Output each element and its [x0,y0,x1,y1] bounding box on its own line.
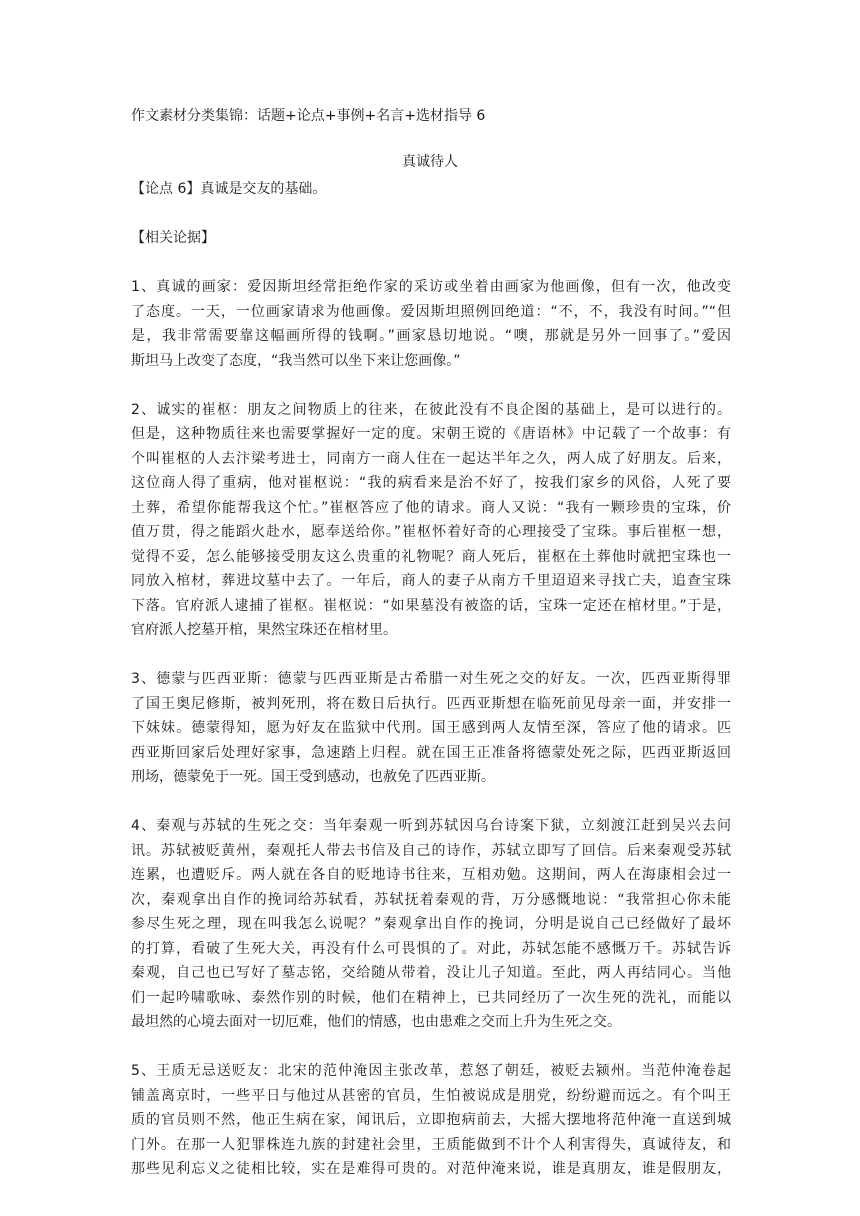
paragraph-line: 最坦然的心境去面对一切厄难，他们的情感，也由患难之交而上升为生死之交。 [131,1014,621,1030]
paragraph-line: 同放入棺材，葬进坟墓中去了。一年后，商人的妻子从南方千里迢迢来寻找亡夫，追查宝珠 [131,573,731,589]
evidence-paragraph [131,814,731,1035]
paragraph-line: 了国王奥尼修斯，被判死刑，将在数日后执行。匹西亚斯想在临死前见母亲一面，并安排一 [131,695,731,712]
evidence-paragraph [131,398,731,643]
paragraph-line: 斯坦马上改变了态度，“我当然可以坐下来让您画像。” [131,352,461,369]
paragraph-line: 次，秦观拿出自作的挽词给苏轼看，苏轼抚着秦观的背，万分感慨地说：“我常担心你未能 [131,891,731,908]
section-label: 【相关论据】 [131,230,215,246]
evidence-paragraphs [131,275,731,1182]
paragraph-line: 质的官员则不然，他正生病在家，闻讯后，立即抱病前去，大摇大摆地将范仲淹一直送到城 [131,1112,731,1128]
paragraph-line: 官府派人挖墓开棺，果然宝珠还在棺材里。 [131,622,397,638]
paragraph-line: 1、真诚的画家：爱因斯坦经常拒绝作家的采访或坐着由画家为他画像，但有一次，他改变 [131,279,731,295]
paragraph-line: 连累，也遭贬斥。两人就在各自的贬地诗书往来，互相劝勉。这期间，两人在海康相会过一 [131,867,731,883]
paragraph-line: 3、德蒙与匹西亚斯：德蒙与匹西亚斯是古希腊一对生死之交的好友。一次，匹西亚斯得罪 [131,671,731,687]
document-title: 真诚待人 [402,154,458,170]
paragraph-line: 个叫崔枢的人去汴梁考进士，同南方一商人住在一起达半年之久，两人成了好朋友。后来， [131,450,731,467]
paragraph-line: 铺盖离京时，一些平日与他过从甚密的官员，生怕被说成是朋党，纷纷避而远之。有个叫王 [131,1087,731,1104]
document-header: 作文素材分类集锦：话题+论点+事例+名言+选材指导 6 [131,108,486,124]
paragraph-line: 土葬，希望你能帮我这个忙。”崔枢答应了他的请求。商人又说：“我有一颗珍贵的宝珠，价 [131,499,731,516]
document-body [131,177,731,1182]
paragraph-line: 刑场，德蒙免于一死。国王受到感动，也赦免了匹西亚斯。 [131,769,495,785]
thesis-statement: 【论点 6】真诚是交友的基础。 [131,181,327,197]
paragraph-line: 但是，这种物质往来也需要掌握好一定的度。宋朝王谠的《唐语林》中记载了一个故事：有 [131,426,731,442]
evidence-paragraph [131,1059,731,1182]
paragraph-line: 2、诚实的崔枢：朋友之间物质上的往来，在彼此没有不良企图的基础上，是可以进行的。 [131,401,731,418]
paragraph-line: 这位商人得了重病，他对崔枢说：“我的病看来是治不好了，按我们家乡的风俗，人死了要 [131,475,731,491]
paragraph-line: 们一起吟啸歌咏、泰然作别的时候，他们在精神上，已共同经历了一次生死的洗礼，而能以 [131,989,731,1006]
paragraph-line: 觉得不妥，怎么能够接受朋友这么贵重的礼物呢？商人死后，崔枢在土葬他时就把宝珠也一 [131,548,731,565]
paragraph-line: 值万贯，得之能蹈火赴水，愿奉送给你。”崔枢怀着好奇的心理接受了宝珠。事后崔枢一想， [131,524,731,540]
paragraph-line: 秦观，自己也已写好了墓志铭，交给随从带着，没让儿子知道。至此，两人再结同心。当他 [131,965,731,981]
paragraph-line: 5、王质无忌送贬友：北宋的范仲淹因主张改革，惹怒了朝廷，被贬去颍州。当范仲淹卷起 [131,1063,731,1079]
paragraph-line: 4、秦观与苏轼的生死之交：当年秦观一听到苏轼因乌台诗案下狱，立刻渡江赶到吴兴去问 [131,818,731,834]
paragraph-line: 了态度。一天，一位画家请求为他画像。爱因斯坦照例回绝道：“不，不，我没有时间。”“但 [131,303,731,320]
evidence-paragraph [131,275,731,373]
paragraph-line: 下妹妹。德蒙得知，愿为好友在监狱中代刑。国王感到两人友情至深，答应了他的请求。匹 [131,720,731,736]
paragraph-line: 下落。官府派人逮捕了崔枢。崔枢说：“如果墓没有被盗的话，宝珠一定还在棺材里。”于是， [131,597,731,614]
paragraph-line: 是，我非常需要靠这幅画所得的钱啊。”画家恳切地说。“噢，那就是另外一回事了。”爱因 [131,328,731,344]
evidence-paragraph [131,667,731,790]
paragraph-line: 的打算，看破了生死大关，再没有什么可畏惧的了。对此，苏轼怎能不感慨万千。苏轼告诉 [131,940,731,957]
paragraph-line: 讯。苏轼被贬黄州，秦观托人带去书信及自己的诗作，苏轼立即写了回信。后来秦观受苏轼 [131,842,731,859]
paragraph-line: 那些见利忘义之徒相比较，实在是难得可贵的。对范仲淹来说，谁是真朋友，谁是假朋友， [131,1161,731,1177]
paragraph-line: 西亚斯回家后处理好家事，急速踏上归程。就在国王正准备将德蒙处死之际，匹西亚斯返回 [131,744,731,761]
paragraph-line: 参尽生死之理，现在叫我怎么说呢？”秦观拿出自作的挽词，分明是说自己已经做好了最坏 [131,916,731,932]
paragraph-line: 门外。在那一人犯罪株连九族的封建社会里，王质能做到不计个人利害得失，真诚待友，和 [131,1136,731,1153]
